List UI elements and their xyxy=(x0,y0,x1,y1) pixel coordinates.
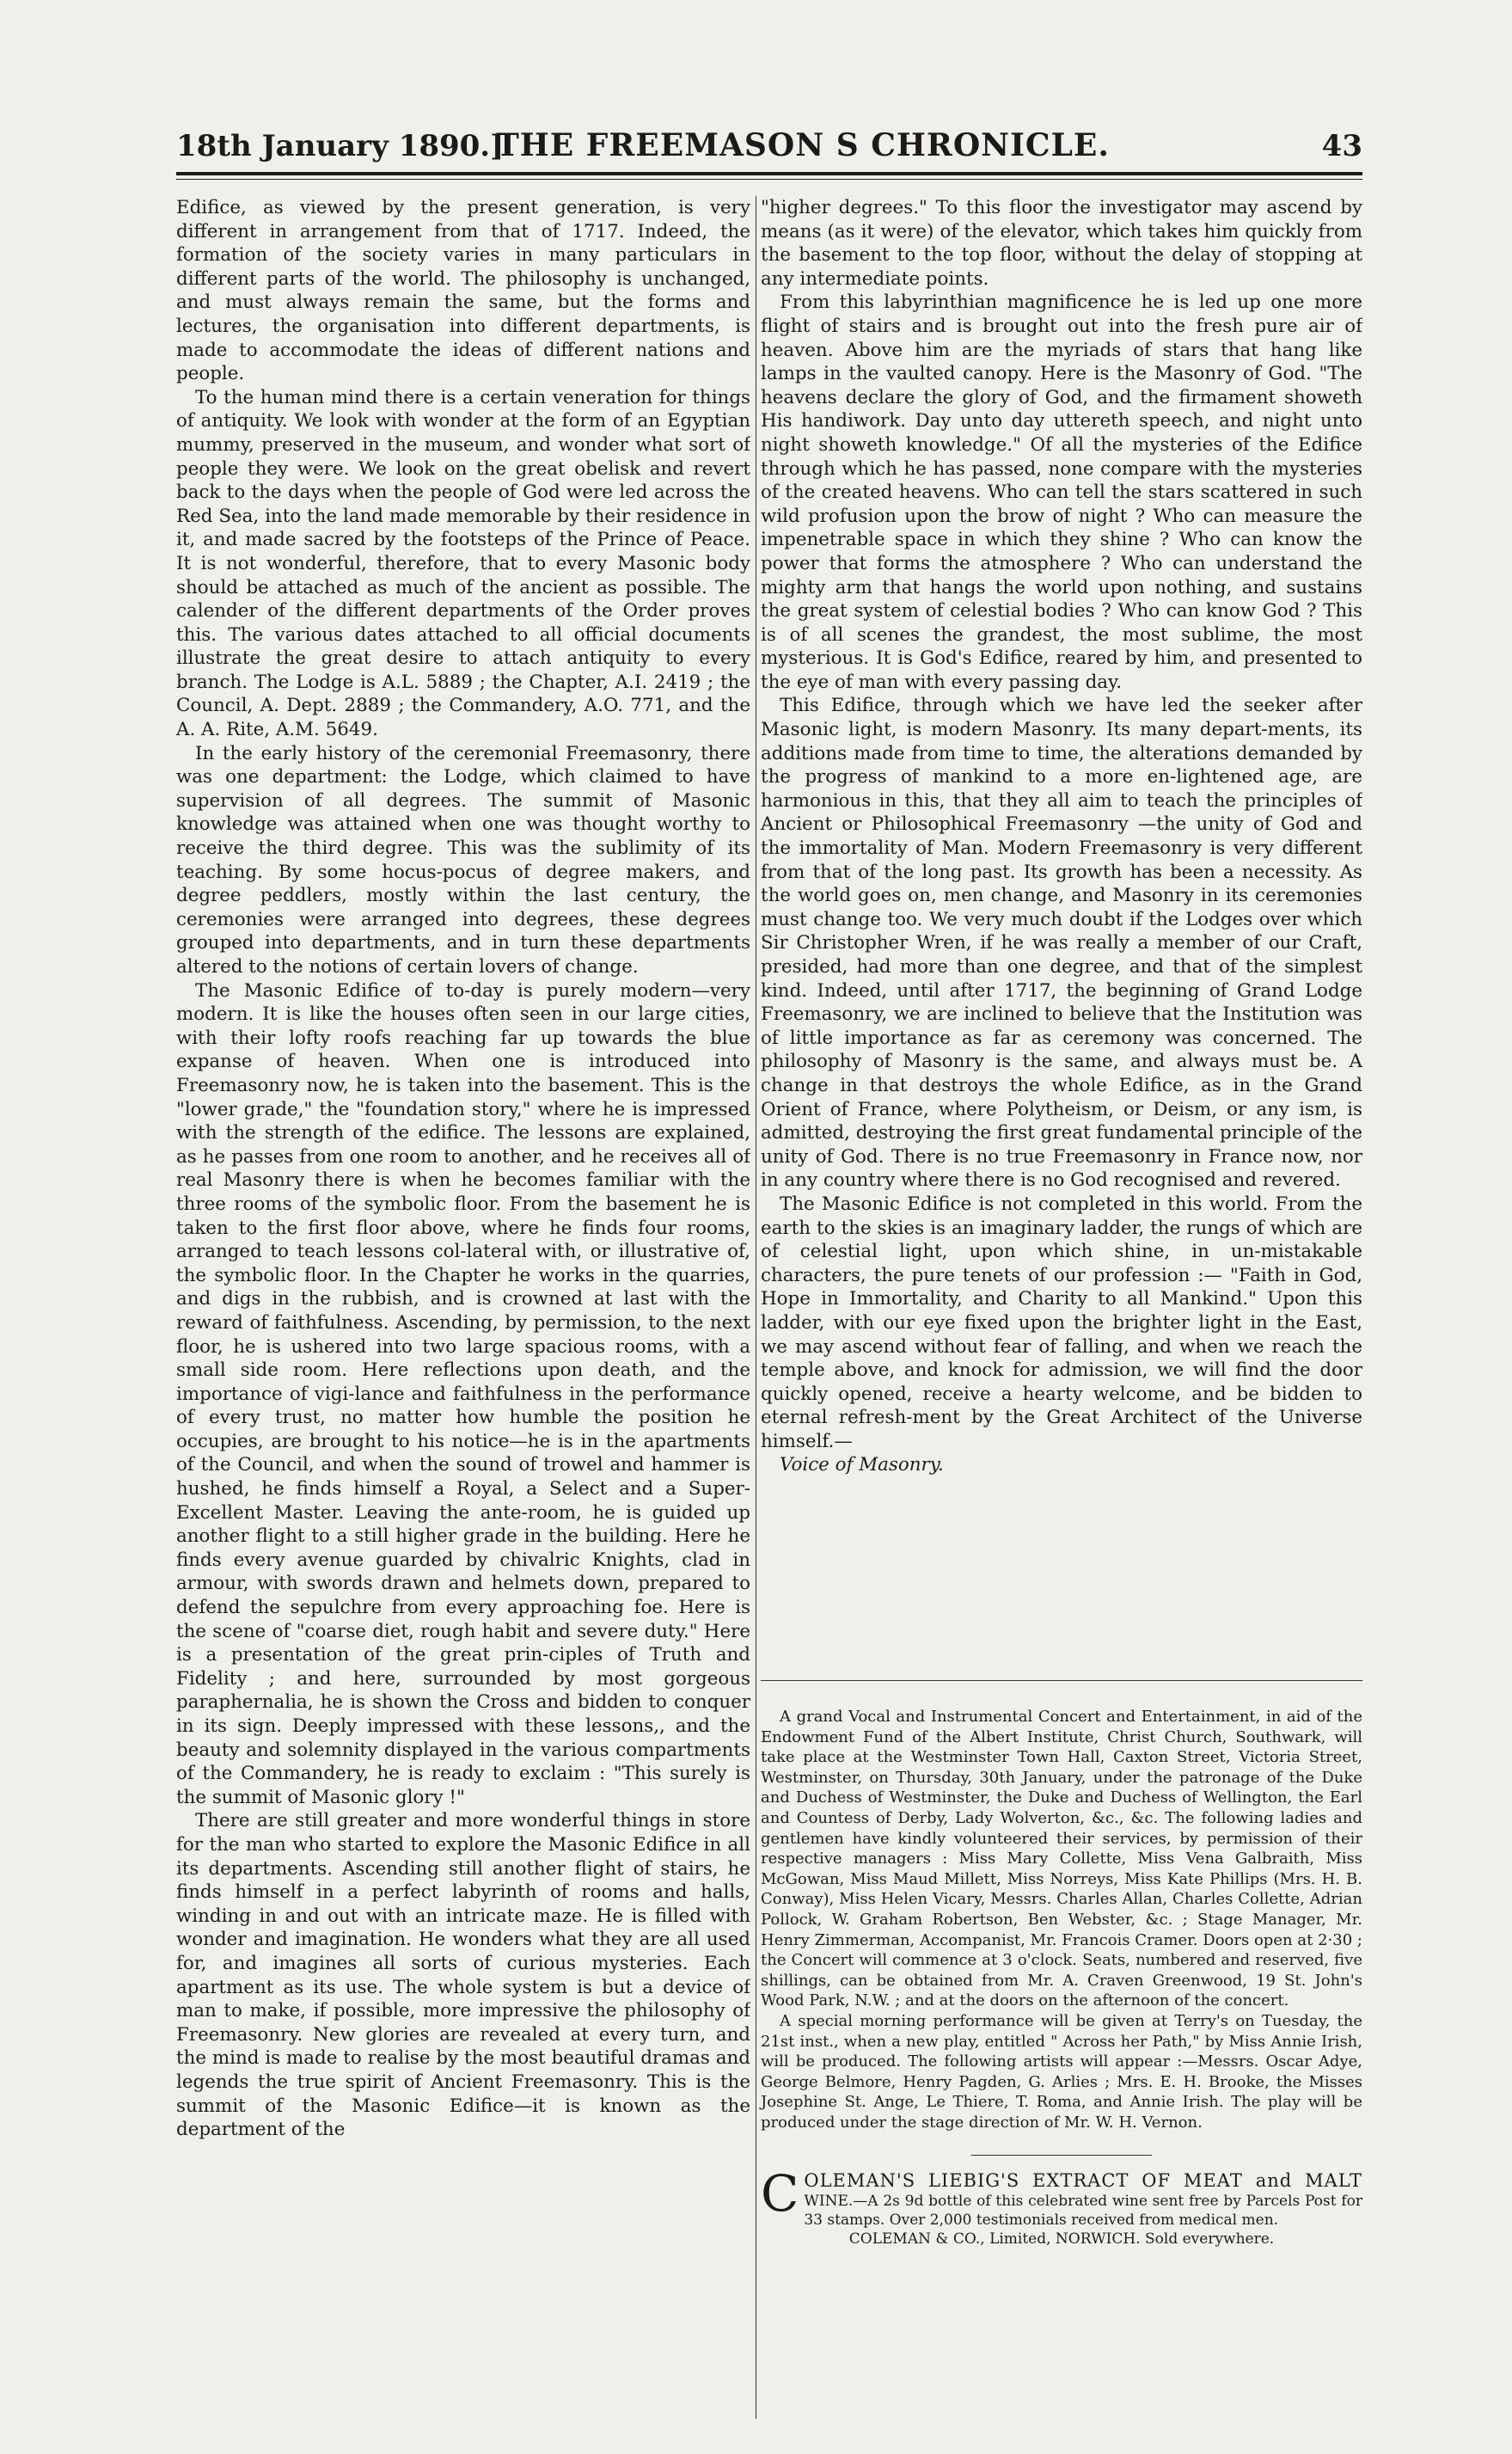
masthead xyxy=(176,120,1362,169)
issue-date: 18th January 1890.] xyxy=(176,129,505,163)
advert-body: WINE.—A 2s 9d bottle of this celebrated wine sent free by Parcels Post for 33 stamps. Over 2,000 testimonials received from medical men. xyxy=(804,2193,1362,2230)
performance-notice: A special morning performance will be given at Terry's on Tuesday, the 21st inst., when a new play, entitled " Across her Path," by Miss Annie Irish, will be produced. The following artists will appear :—Messrs. Oscar Adye, George Belmore, Henry Pagden, G. Arlies ; Mrs. E. H. Brooke, the Misses Josephine St. Ange, Le Thiere, T. Roma, and Annie Irish. The play will be produced under the stage direction of Mr. W. H. Vernon. xyxy=(761,2011,1362,2132)
section-divider xyxy=(761,1680,1362,1681)
masthead-rule-thin xyxy=(176,179,1362,180)
article-paragraph: To the human mind there is a certain veneration for things of antiquity. We look with wonder at the form of an Egyptian mummy, preserved in the museum, and wonder what sort of people they were. We look on the great obelisk and revert back to the days when the people of God were led across the Red Sea, into the land made memorable by their residence in it, and made sacred by the footsteps of the Prince of Peace. It is not wonderful, therefore, that to every Masonic body should be attached as much of the ancient as possible. The calender of the different departments of the Order proves this. The various dates attached to all official documents illustrate the great desire to attach antiquity to every branch. The Lodge is A.L. 5889 ; the Chapter, A.I. 2419 ; the Council, A. Dept. 2889 ; the Commandery, A.O. 771, and the A. A. Rite, A.M. 5649. xyxy=(176,386,750,741)
article-paragraph: The Masonic Edifice is not completed in this world. From the earth to the skies is an imaginary ladder, the rungs of which are of celestial light, upon which shine, in un-mistakable characters, the pure tenets of our profession :— "Faith in God, Hope in Immortality, and Charity to all Mankind." Upon this ladder, with our eye fixed upon the brighter light in the East, we may ascend without fear of falling, and when we reach the temple above, and knock for admission, we will find the door quickly opened, receive a hearty welcome, and be bidden to eternal refresh-ment by the Great Architect of the Universe himself.— xyxy=(761,1193,1362,1452)
article-continuation xyxy=(761,196,1362,1658)
right-column xyxy=(761,196,1362,2248)
article-paragraph: The Masonic Edifice of to-day is purely modern—very modern. It is like the houses often seen in our large cities, with their lofty roofs reaching far up towards the blue expanse of heaven. When one is introduced into Freemasonry now, he is taken into the basement. This is the "lower grade," the "foundation story," where he is impressed with the strength of the edifice. The lessons are explained, as he passes from one room to another, and he receives all of real Masonry there is when he becomes familiar with the three rooms of the symbolic floor. From the basement he is taken to the first floor above, where he finds four rooms, arranged to teach lessons col-lateral with, or illustrative of, the symbolic floor. In the Chapter he works in the quarries, and digs in the rubbish, and is crowned at last with the reward of faithfulness. Ascending, by permission, to the next floor, he is ushered into two large spacious rooms, with a small side room. Here reflections upon death, and the importance of vigi-lance and faithfulness in the performance of every trust, no matter how humble the position he occupies, are brought to his notice—he is in the apartments of the Council, and when the sound of trowel and hammer is hushed, he finds himself a Royal, a Select and a Super-Excellent Master. Leaving the ante-room, he is guided up another flight to a still higher grade in the building. Here he finds every avenue guarded by chivalric Knights, clad in armour, with swords drawn and helmets down, prepared to defend the sepulchre from every approaching foe. Here is the scene of "coarse diet, rough habit and severe duty." Here is a presentation of the great prin-ciples of Truth and Fidelity ; and here, surrounded by most gorgeous paraphernalia, he is shown the Cross and bidden to conquer in its sign. Deeply impressed with these lessons,, and the beauty and solemnity displayed in the various compartments of the Commandery, he is ready to exclaim : "This surely is the summit of Masonic glory !" xyxy=(176,979,750,1808)
advert-divider xyxy=(971,2155,1152,2156)
coleman-advertisement xyxy=(761,2164,1362,2248)
newspaper-title: THE FREEMASON S CHRONICLE. xyxy=(496,127,1110,163)
page-number: 43 xyxy=(1321,129,1362,163)
advert-footer: COLEMAN & CO., Limited, NORWICH. Sold everywhere. xyxy=(848,2230,1275,2248)
masthead-rule xyxy=(176,172,1362,175)
article-paragraph: Edifice, as viewed by the present generation, is very different in arrangement from that of 1717. Indeed, the formation of the society varies in many particulars in different parts of the world. The philosophy is unchanged, and must always remain the same, but the forms and lectures, the organisation into different departments, is made to accommodate the ideas of different nations and people. xyxy=(176,197,750,385)
left-column xyxy=(176,196,750,2419)
advert-heading: OLEMAN'S LIEBIG'S EXTRACT OF MEAT and MALT xyxy=(804,2170,1362,2192)
article-paragraph: From this labyrinthian magnificence he is led up one more flight of stairs and is brought out into the fresh pure air of heaven. Above him are the myriads of stars that hang like lamps in the vaulted canopy. Here is the Masonry of God. "The heavens declare the glory of God, and the firmament showeth His handiwork. Day unto day uttereth speech, and night unto night showeth knowledge." Of all the mysteries of the Edifice through which he has passed, none compare with the mysteries of the created heavens. Who can tell the stars scattered in such wild profusion upon the brow of night ? Who can measure the impenetrable space in which they shine ? Who can know the power that forms the atmosphere ? Who can understand the mighty arm that hangs the world upon nothing, and sustains the great system of celestial bodies ? Who can know God ? This is of all scenes the grandest, the most sublime, the most mysterious. It is God's Edifice, reared by him, and presented to the eye of man with every passing day. xyxy=(761,291,1362,693)
article-paragraph: There are still greater and more wonderful things in store for the man who started to explore the Masonic Edifice in all its departments. Ascending still another flight of stairs, he finds himself in a perfect labyrinth of rooms and halls, winding in and out with an intricate maze. He is filled with wonder and imagination. He wonders what they are all used for, and imagines all sorts of curious mysteries. Each apartment as its use. The whole system is but a device of man to make, if possible, more impressive the philosophy of Freemasonry. New glories are revealed at every turn, and the mind is made to realise by the most beautiful dramas and legends the true spirit of Ancient Freemasonry. This is the summit of the Masonic Edifice—it is known as the department of the xyxy=(176,1810,750,2141)
advert-initial: C xyxy=(761,2164,799,2224)
article-paragraph: This Edifice, through which we have led the seeker after Masonic light, is modern Masonry. Its many depart-ments, its additions made from time to time, the alterations demanded by the progress of mankind to a more en-lightened age, are harmonious in this, that they all aim to teach the principles of Ancient or Philosophical Freemasonry —the unity of God and the immortality of Man. Modern Freemasonry is very different from that of the long past. Its growth has been a necessity. As the world goes on, men change, and Masonry in its ceremonies must change too. We very much doubt if the Lodges over which Sir Christopher Wren, if he was really a member of our Craft, presided, had more than one degree, and that of the simplest kind. Indeed, until after 1717, the beginning of Grand Lodge Freemasonry, we are inclined to believe that the Institution was of little importance as far as ceremony was concerned. The philosophy of Masonry is the same, and always must be. A change in that destroys the whole Edifice, as in the Grand Orient of France, where Polytheism, or Deism, or any ism, is admitted, destroying the first great fundamental principle of the unity of God. There is no true Freemasonry in France now, nor in any country where there is no God recognised and revered. xyxy=(761,695,1362,1192)
article-paragraph: "higher degrees." To this floor the investigator may ascend by means (as it were) of the elevator, which takes him quickly from the basement to the top floor, without the delay of stopping at any intermediate points. xyxy=(761,197,1362,290)
concert-notice: A grand Vocal and Instrumental Concert and Entertainment, in aid of the Endowment Fund of the Albert Institute, Christ Church, Southwark, will take place at the Westminster Town Hall, Caxton Street, Victoria Street, Westminster, on Thursday, 30th January, under the patronage of the Duke and Duchess of Westminster, the Duke and Duchess of Wellington, the Earl and Countess of Derby, Lady Wolverton, &c., &c. The following ladies and gentlemen have kindly volunteered their services, by permission of their respective managers : Miss Mary Collette, Miss Vena Galbraith, Miss McGowan, Miss Maud Millett, Miss Norreys, Miss Kate Phillips (Mrs. H. B. Conway), Miss Helen Vicary, Messrs. Charles Allan, Charles Collette, Adrian Pollock, W. Graham Robertson, Ben Webster, &c. ; Stage Manager, Mr. Henry Zimmerman, Accompanist, Mr. Francois Cramer. Doors open at 2·30 ; the Concert will commence at 3 o'clock. Seats, numbered and reserved, five shillings, can be obtained from Mr. A. Craven Greenwood, 19 St. John's Wood Park, N.W. ; and at the doors on the afternoon of the concert. xyxy=(761,1708,1362,2010)
article-paragraph: In the early history of the ceremonial Freemasonry, there was one department: the Lodge, which claimed to have supervision of all degrees. The summit of Masonic knowledge was attained when one was thought worthy to receive the third degree. This was the sublimity of its teaching. By some hocus-pocus of degree makers, and degree peddlers, mostly within the last century, the ceremonies were arranged into degrees, these degrees grouped into departments, and in turn these departments altered to the notions of certain lovers of change. xyxy=(176,742,750,978)
article-signoff: Voice of Masonry. xyxy=(780,1454,944,1476)
